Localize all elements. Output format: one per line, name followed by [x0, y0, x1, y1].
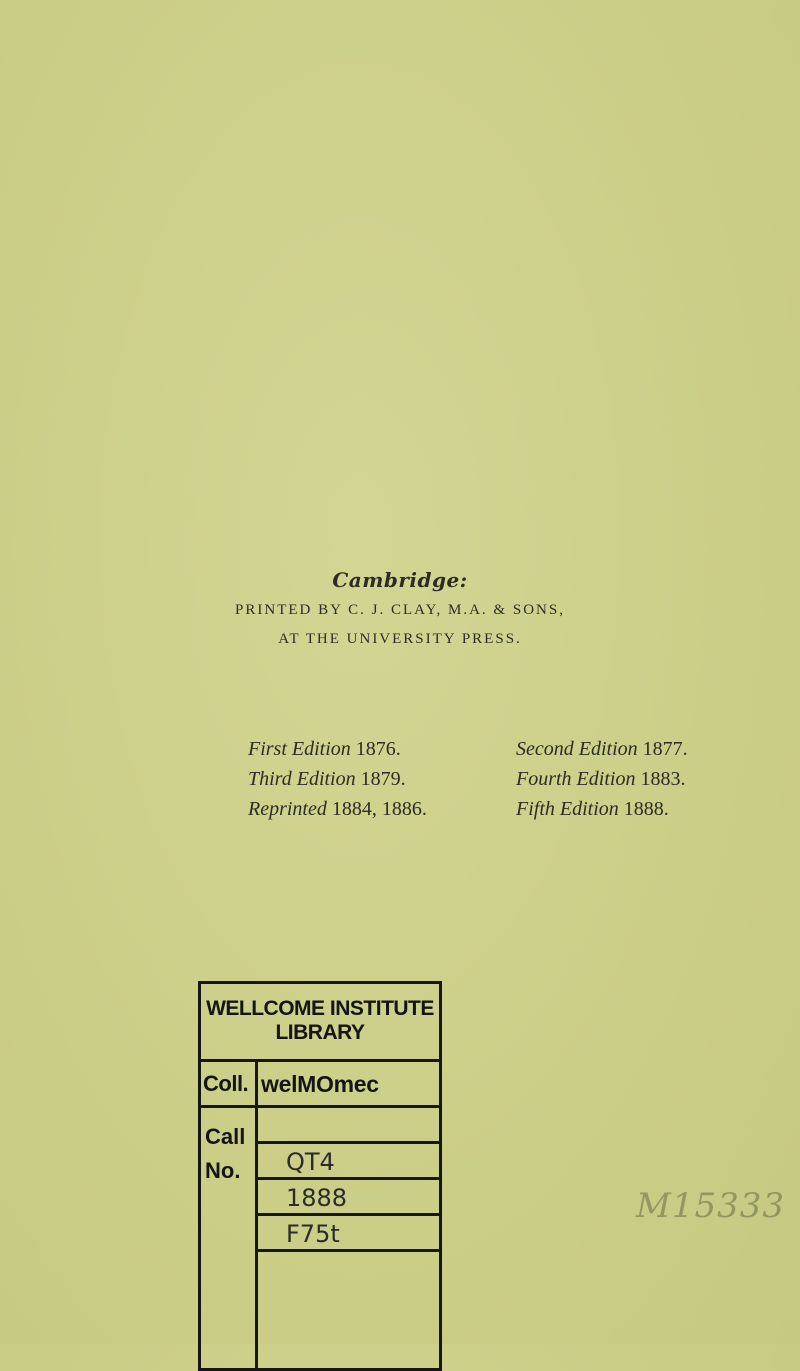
- coll-value: welMOmec: [261, 1071, 379, 1097]
- edition-row: [248, 764, 768, 794]
- stamp-title-line: WELLCOME INSTITUTE: [206, 997, 434, 1020]
- library-stamp: [198, 981, 442, 1371]
- imprint-block: [0, 568, 800, 648]
- call-number-cell: [258, 1252, 439, 1288]
- call-number-cell: [258, 1108, 439, 1144]
- coll-label: Coll.: [203, 1071, 249, 1096]
- call-number-label: [205, 1120, 245, 1188]
- edition-year: 1883.: [640, 768, 686, 790]
- edition-year: 1876.: [355, 738, 401, 760]
- edition-year: 1879.: [360, 768, 406, 790]
- edition-year: 1877.: [642, 738, 688, 760]
- edition-label: Second Edition: [516, 738, 638, 760]
- edition-label: Reprinted: [248, 798, 327, 820]
- call-number-cell: QT4: [258, 1144, 439, 1180]
- call-label-line: Call: [205, 1124, 246, 1149]
- edition-row: [248, 794, 768, 824]
- call-number-cell: F75t: [258, 1216, 439, 1252]
- edition-label: First Edition: [248, 738, 351, 760]
- imprint-press: AT THE UNIVERSITY PRESS.: [278, 631, 522, 647]
- call-number-cell: 1888: [258, 1180, 439, 1216]
- edition-label: Third Edition: [248, 768, 356, 790]
- edition-row: [248, 734, 768, 764]
- edition-label: Fourth Edition: [516, 768, 636, 790]
- stamp-title: [201, 984, 439, 1062]
- imprint-city: Cambridge:: [332, 568, 468, 592]
- edition-history: [248, 734, 768, 824]
- edition-year: 1884, 1886.: [331, 798, 427, 820]
- call-label-line: No.: [205, 1158, 241, 1183]
- edition-year: 1888.: [623, 798, 669, 820]
- imprint-printer: PRINTED BY C. J. CLAY, M.A. & SONS,: [235, 602, 565, 618]
- edition-label: Fifth Edition: [516, 798, 619, 820]
- manuscript-accession-note: M15333: [636, 1186, 785, 1226]
- stamp-coll-row: [201, 1062, 439, 1108]
- stamp-title-line: LIBRARY: [275, 1021, 365, 1044]
